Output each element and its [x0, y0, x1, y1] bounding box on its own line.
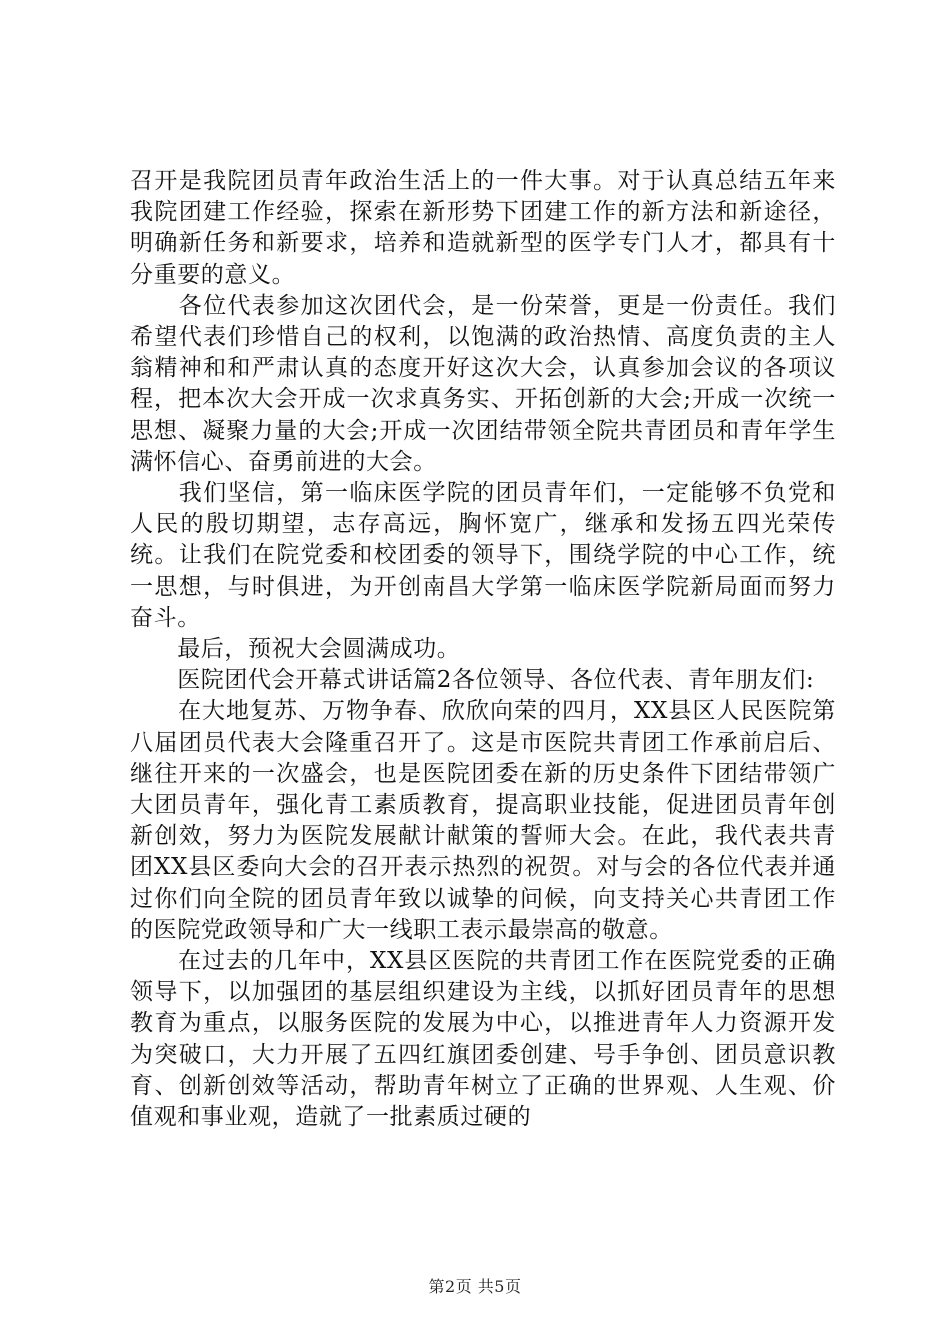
paragraph-4: 最后，预祝大会圆满成功。: [130, 636, 461, 663]
paragraph-1: 召开是我院团员青年政治生活上的一件大事。对于认真总结五年来我院团建工作经验，探索在新形势下团建工作的新方法和新途径，明确新任务和新要求，培养和造就新型的医学专门人才，都具有十分重要的意义。: [130, 168, 836, 288]
paragraph-2: 各位代表参加这次团代会，是一份荣誉，更是一份责任。我们希望代表们珍惜自己的权利，以饱满的政治热情、高度负责的主人翁精神和和严肃认真的态度开好这次大会，认真参加会议的各项议程，把本次大会开成一次求真务实、开拓创新的大会;开成一次统一思想、凝聚力量的大会;开成一次团结带领全院共青团员和青年学生满怀信心、奋勇前进的大会。: [130, 292, 836, 475]
paragraph-7: 在过去的几年中，XX县区医院的共青团工作在医院党委的正确领导下，以加强团的基层组织建设为主线，以抓好团员青年的思想教育为重点，以服务医院的发展为中心，以推进青年人力资源开发为突破口，大力开展了五四红旗团委创建、号手争创、团员意识教育、创新创效等活动，帮助青年树立了正确的世界观、人生观、价值观和事业观，造就了一批素质过硬的: [130, 948, 836, 1131]
paragraph-3: 我们坚信，第一临床医学院的团员青年们，一定能够不负党和人民的殷切期望，志存高远，胸怀宽广，继承和发扬五四光荣传统。让我们在院党委和校团委的领导下，围绕学院的中心工作，统一思想，与时俱进，为开创南昌大学第一临床医学院新局面而努力奋斗。: [130, 480, 836, 631]
paragraph-6: 在大地复苏、万物争春、欣欣向荣的四月，XX县区人民医院第八届团员代表大会隆重召开了。这是市医院共青团工作承前启后、继往开来的一次盛会，也是医院团委在新的历史条件下团结带领广大团员青年，强化青工素质教育，提高职业技能，促进团员青年创新创效，努力为医院发展献计献策的誓师大会。在此，我代表共青团XX县区委向大会的召开表示热烈的祝贺。对与会的各位代表并通过你们向全院的团员青年致以诚挚的问候，向支持关心共青团工作的医院党政领导和广大一线职工表示最崇高的敬意。: [130, 698, 836, 943]
page-footer: [0, 1274, 950, 1297]
paragraph-5: 医院团代会开幕式讲话篇2各位领导、各位代表、青年朋友们:: [130, 667, 815, 694]
document-body: [130, 166, 836, 1133]
page-number: 第2页 共5页: [428, 1277, 522, 1296]
